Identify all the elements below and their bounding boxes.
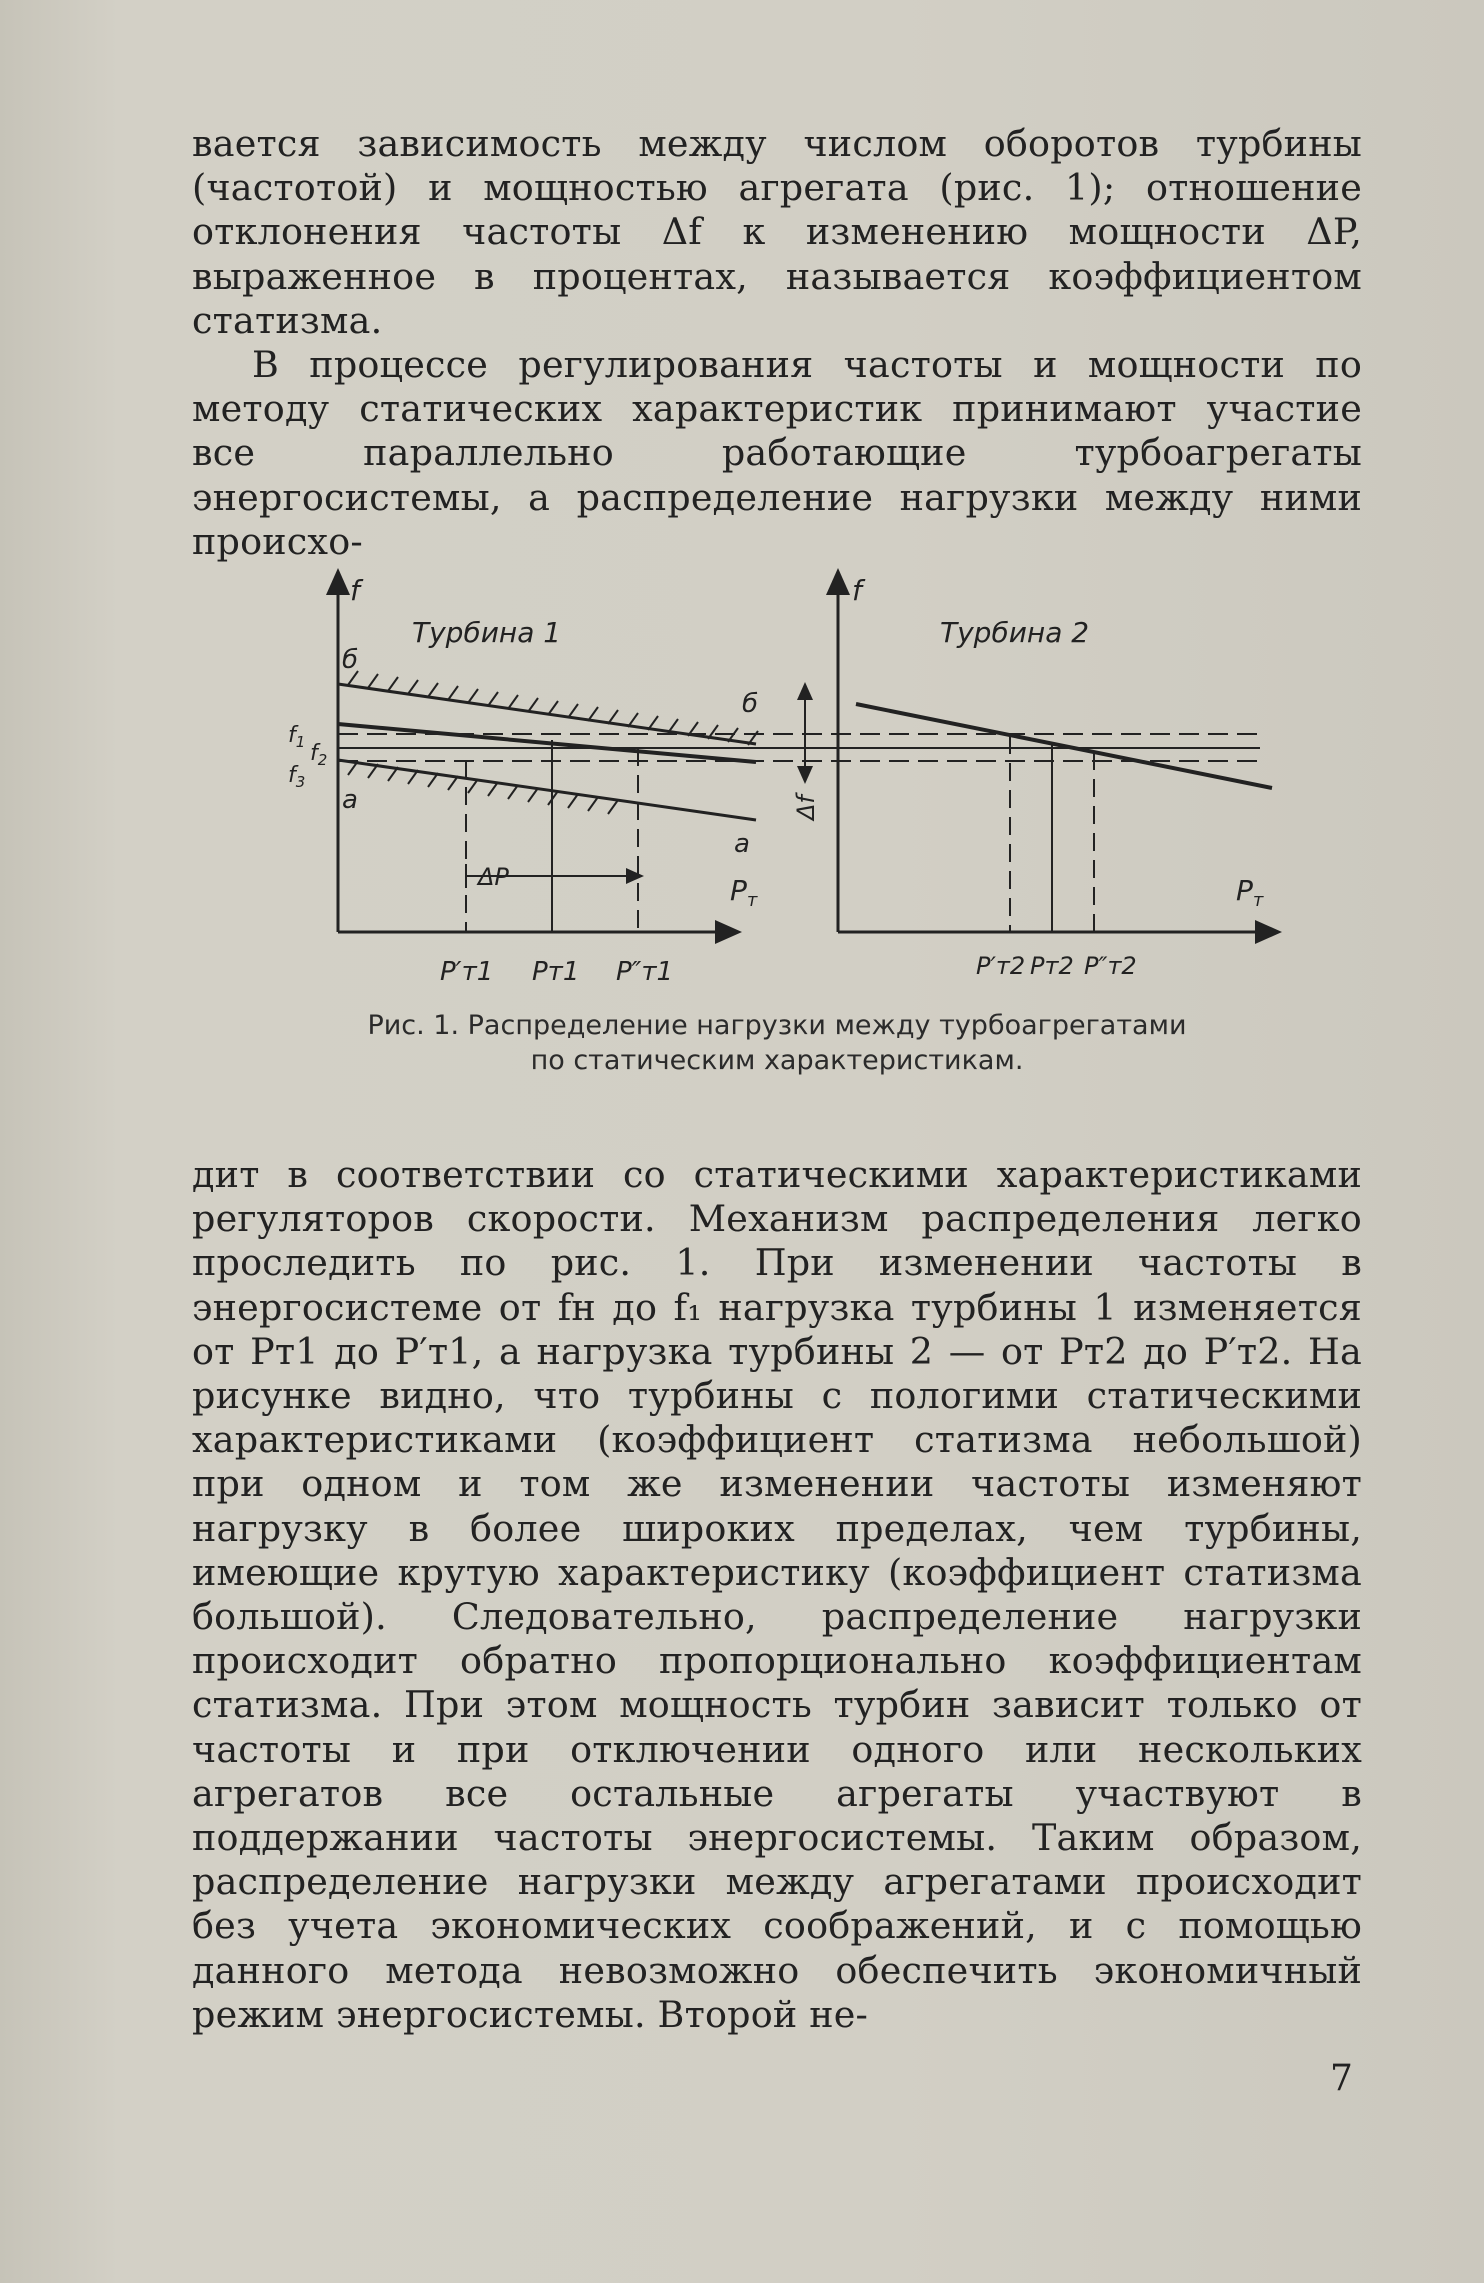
- text-block-bottom: [192, 1153, 1362, 2037]
- left-tick-label-2: Pт1: [532, 957, 580, 987]
- label-f2: $f_2$: [310, 741, 328, 769]
- left-tick-label-3: P″т1: [616, 957, 674, 987]
- left-axis-p-label: $P_т$: [730, 874, 758, 911]
- paragraph-1: вается зависимость между числом оборотов турбины (частотой) и мощностью агрегата (рис. 1); отношение отклонения частоты Δf к изменению мощности ΔP, выраженное в процентах, называется коэффициентом статизма.: [192, 122, 1362, 342]
- right-tick-label-1: P′т2: [976, 952, 1026, 980]
- figure-caption: [192, 1008, 1362, 1078]
- caption-line-2: по статическим характеристикам.: [530, 1045, 1024, 1076]
- text-block-top: [192, 122, 1362, 564]
- paragraph-2: В процессе регулирования частоты и мощности по методу статических характеристик принимают участие все параллельно работающие турбоагрегаты энергосистемы, а распределение нагрузки между ними происхо-: [192, 343, 1362, 563]
- boundary-a-line: [338, 760, 756, 820]
- delta-f-label: Δf: [792, 795, 820, 820]
- turbine-2-characteristic: [856, 704, 1272, 788]
- hatching-a: [348, 761, 618, 814]
- right-tick-label-3: P″т2: [1084, 952, 1137, 980]
- left-title: Турбина 1: [412, 616, 562, 649]
- label-f3: $f_3$: [288, 763, 306, 791]
- right-title: Турбина 2: [940, 616, 1090, 649]
- left-b-label-top: б: [342, 645, 359, 675]
- figure-1-diagram: [288, 560, 1290, 1000]
- label-f1: $f_1$: [288, 723, 306, 751]
- right-axis-f-label: f: [852, 574, 862, 607]
- left-axis-f-label: f: [350, 574, 360, 607]
- delta-p-label: ΔP: [478, 863, 509, 891]
- right-tick-label-2: Pт2: [1030, 952, 1074, 980]
- caption-line-1: Рис. 1. Распределение нагрузки между турбоагрегатами: [367, 1010, 1187, 1041]
- figure-1: [288, 560, 1290, 1000]
- left-b-label-right: б: [742, 689, 759, 719]
- page-number: 7: [1330, 2058, 1353, 2099]
- right-axis-p-label: $P_т$: [1236, 874, 1264, 911]
- left-tick-label-1: P′т1: [440, 957, 494, 987]
- left-a-label-right: a: [734, 829, 750, 859]
- paragraph-3: дит в соответствии со статическими характеристиками регуляторов скорости. Механизм распределения легко проследить по рис. 1. При изменении частоты в энергосистеме от fн до f₁ нагрузка турбины 1 изменяется от Pт1 до P′т1, а нагрузка турбины 2 — от Pт2 до P′т2. На рисунке видно, что турбины с пологими статическими характеристиками (коэффициент статизма небольшой) при одном и том же изменении частоты изменяют нагрузку в более широких пределах, чем турбины, имеющие крутую характеристику (коэффициент статизма большой). Следовательно, распределение нагрузки происходит обратно пропорционально коэффициентам статизма. При этом мощность турбин зависит только от частоты и при отключении одного или нескольких агрегатов все остальные агрегаты участвуют в поддержании частоты энергосистемы. Таким образом, распределение нагрузки между агрегатами происходит без учета экономических соображений, и с помощью данного метода невозможно обеспечить экономичный режим энергосистемы. Второй не-: [192, 1153, 1362, 2036]
- left-a-label-left: a: [342, 785, 358, 815]
